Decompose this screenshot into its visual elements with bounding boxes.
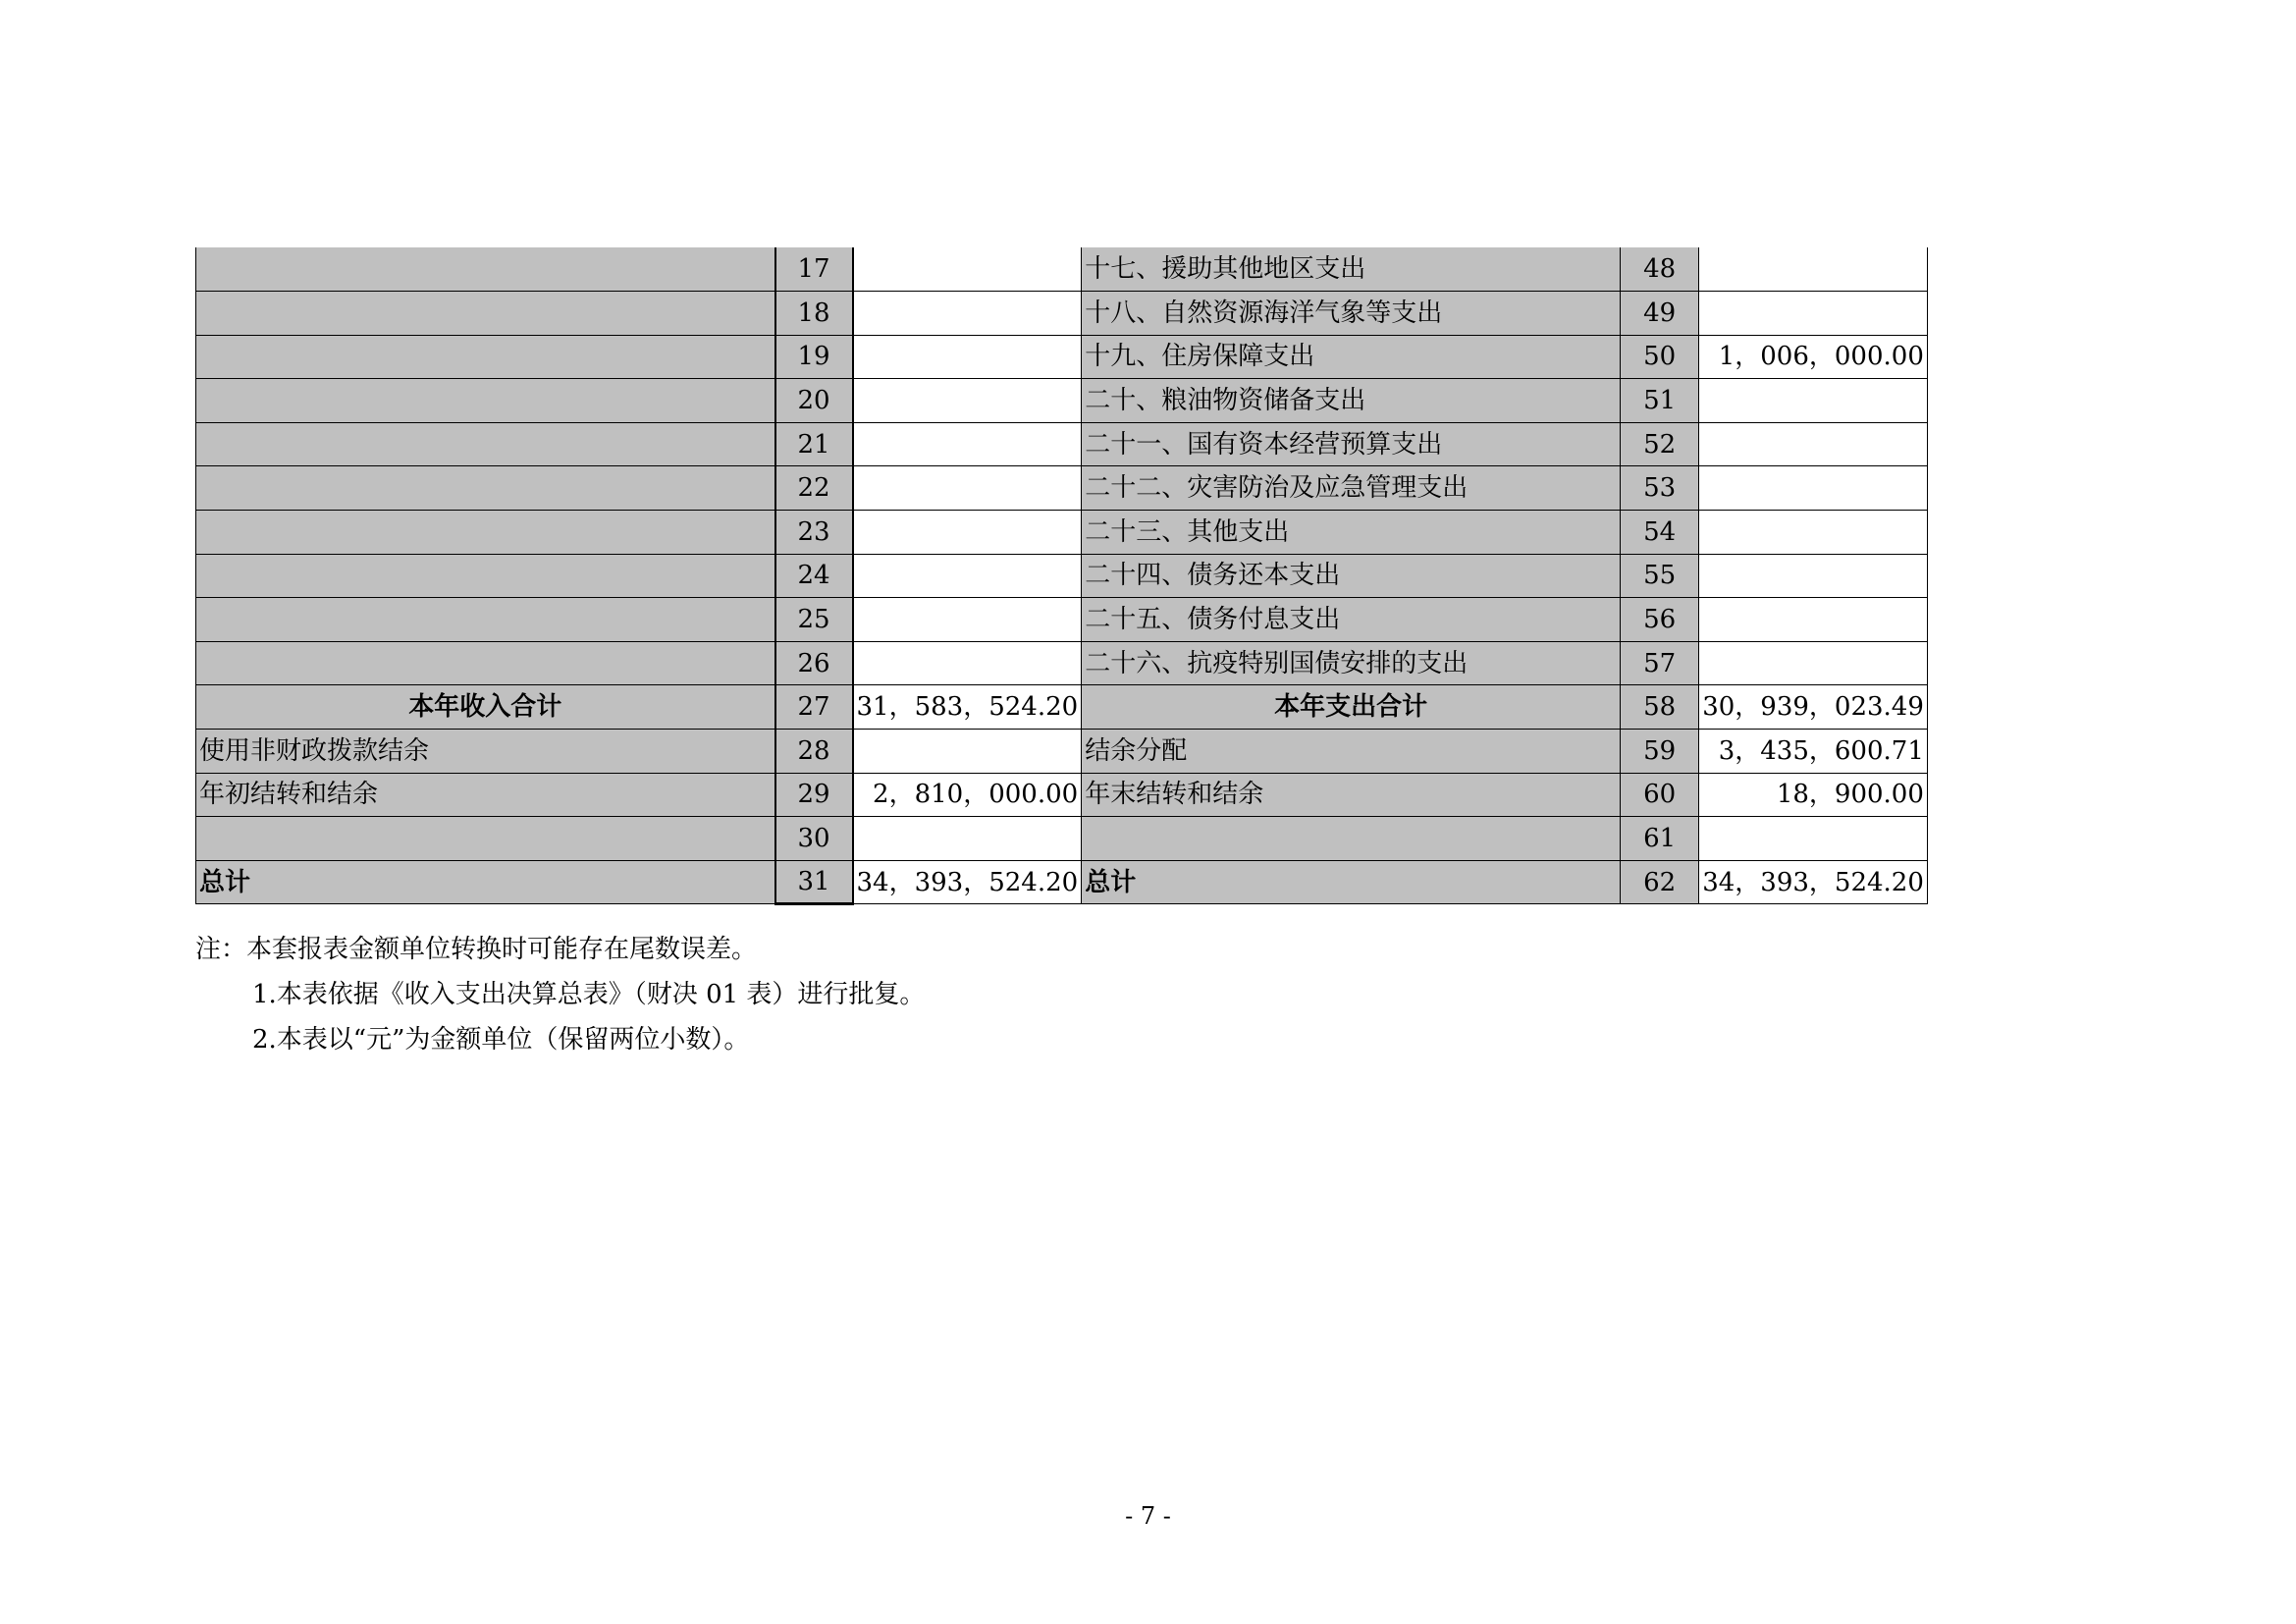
left-item-name [196, 247, 775, 292]
left-line-number: 25 [775, 598, 853, 642]
left-amount [853, 641, 1082, 685]
right-line-number: 57 [1621, 641, 1699, 685]
left-item-name [196, 511, 775, 555]
right-line-number: 51 [1621, 379, 1699, 423]
left-item-name [196, 379, 775, 423]
left-line-number: 24 [775, 554, 853, 598]
right-item-name: 二十三、其他支出 [1082, 511, 1621, 555]
right-line-number: 62 [1621, 860, 1699, 904]
table-row [196, 554, 1928, 598]
table-row [196, 730, 1928, 774]
left-line-number: 17 [775, 247, 853, 292]
left-amount: 31，583，524.20 [853, 685, 1082, 730]
right-item-name: 二十六、抗疫特别国债安排的支出 [1082, 641, 1621, 685]
right-amount [1699, 379, 1928, 423]
left-amount: 2，810，000.00 [853, 773, 1082, 817]
left-amount [853, 466, 1082, 511]
left-line-number: 31 [775, 860, 853, 904]
right-amount: 1，006，000.00 [1699, 335, 1928, 379]
left-line-number: 30 [775, 817, 853, 861]
left-item-name: 使用非财政拨款结余 [196, 730, 775, 774]
left-line-number: 26 [775, 641, 853, 685]
left-line-number: 18 [775, 292, 853, 336]
left-item-name [196, 598, 775, 642]
right-amount: 3，435，600.71 [1699, 730, 1928, 774]
right-item-name: 本年支出合计 [1082, 685, 1621, 730]
note-line-3: 2.本表以“元”为金额单位（保留两位小数）。 [252, 1025, 750, 1055]
right-item-name: 年末结转和结余 [1082, 773, 1621, 817]
note-line-2: 1.本表依据《收入支出决算总表》（财决 01 表）进行批复。 [252, 980, 926, 1009]
right-amount [1699, 511, 1928, 555]
right-amount [1699, 466, 1928, 511]
right-item-name: 二十四、债务还本支出 [1082, 554, 1621, 598]
right-line-number: 59 [1621, 730, 1699, 774]
right-amount: 18，900.00 [1699, 773, 1928, 817]
left-item-name [196, 641, 775, 685]
table-row [196, 511, 1928, 555]
right-amount [1699, 598, 1928, 642]
left-amount [853, 247, 1082, 292]
right-item-name: 二十一、国有资本经营预算支出 [1082, 422, 1621, 466]
note-line-1: 注：本套报表金额单位转换时可能存在尾数误差。 [195, 935, 758, 964]
table-row [196, 860, 1928, 904]
left-amount [853, 292, 1082, 336]
right-amount [1699, 554, 1928, 598]
left-amount [853, 598, 1082, 642]
budget-table [195, 247, 1928, 905]
right-item-name: 十九、住房保障支出 [1082, 335, 1621, 379]
left-item-name [196, 422, 775, 466]
right-amount: 30，939，023.49 [1699, 685, 1928, 730]
table-row [196, 685, 1928, 730]
table-row [196, 817, 1928, 861]
left-item-name [196, 335, 775, 379]
notes [195, 927, 925, 1062]
left-item-name: 总计 [196, 860, 775, 904]
right-line-number: 52 [1621, 422, 1699, 466]
right-item-name: 二十、粮油物资储备支出 [1082, 379, 1621, 423]
right-item-name: 二十五、债务付息支出 [1082, 598, 1621, 642]
table-row [196, 466, 1928, 511]
left-line-number: 29 [775, 773, 853, 817]
left-amount: 34，393，524.20 [853, 860, 1082, 904]
left-item-name [196, 554, 775, 598]
left-amount [853, 817, 1082, 861]
left-line-number: 27 [775, 685, 853, 730]
right-item-name [1082, 817, 1621, 861]
table-row [196, 292, 1928, 336]
right-item-name: 总计 [1082, 860, 1621, 904]
right-amount [1699, 422, 1928, 466]
left-amount [853, 511, 1082, 555]
table-row [196, 773, 1928, 817]
left-line-number: 28 [775, 730, 853, 774]
table-row [196, 247, 1928, 292]
left-line-number: 23 [775, 511, 853, 555]
left-item-name: 年初结转和结余 [196, 773, 775, 817]
left-item-name [196, 817, 775, 861]
left-amount [853, 554, 1082, 598]
left-amount [853, 730, 1082, 774]
right-line-number: 55 [1621, 554, 1699, 598]
right-line-number: 60 [1621, 773, 1699, 817]
left-item-name [196, 292, 775, 336]
table-row [196, 379, 1928, 423]
right-line-number: 61 [1621, 817, 1699, 861]
right-line-number: 53 [1621, 466, 1699, 511]
right-line-number: 50 [1621, 335, 1699, 379]
right-amount: 34，393，524.20 [1699, 860, 1928, 904]
left-item-name: 本年收入合计 [196, 685, 775, 730]
right-amount [1699, 817, 1928, 861]
right-item-name: 结余分配 [1082, 730, 1621, 774]
left-item-name [196, 466, 775, 511]
table-row [196, 422, 1928, 466]
right-line-number: 56 [1621, 598, 1699, 642]
table-row [196, 335, 1928, 379]
left-line-number: 19 [775, 335, 853, 379]
table-row [196, 598, 1928, 642]
right-line-number: 48 [1621, 247, 1699, 292]
table-row [196, 641, 1928, 685]
left-amount [853, 379, 1082, 423]
left-line-number: 22 [775, 466, 853, 511]
left-amount [853, 422, 1082, 466]
right-amount [1699, 292, 1928, 336]
right-line-number: 54 [1621, 511, 1699, 555]
page-number: - 7 - [1125, 1502, 1171, 1530]
right-line-number: 58 [1621, 685, 1699, 730]
right-item-name: 二十二、灾害防治及应急管理支出 [1082, 466, 1621, 511]
right-item-name: 十八、自然资源海洋气象等支出 [1082, 292, 1621, 336]
right-line-number: 49 [1621, 292, 1699, 336]
left-amount [853, 335, 1082, 379]
right-amount [1699, 247, 1928, 292]
left-line-number: 21 [775, 422, 853, 466]
right-item-name: 十七、援助其他地区支出 [1082, 247, 1621, 292]
right-amount [1699, 641, 1928, 685]
left-line-number: 20 [775, 379, 853, 423]
